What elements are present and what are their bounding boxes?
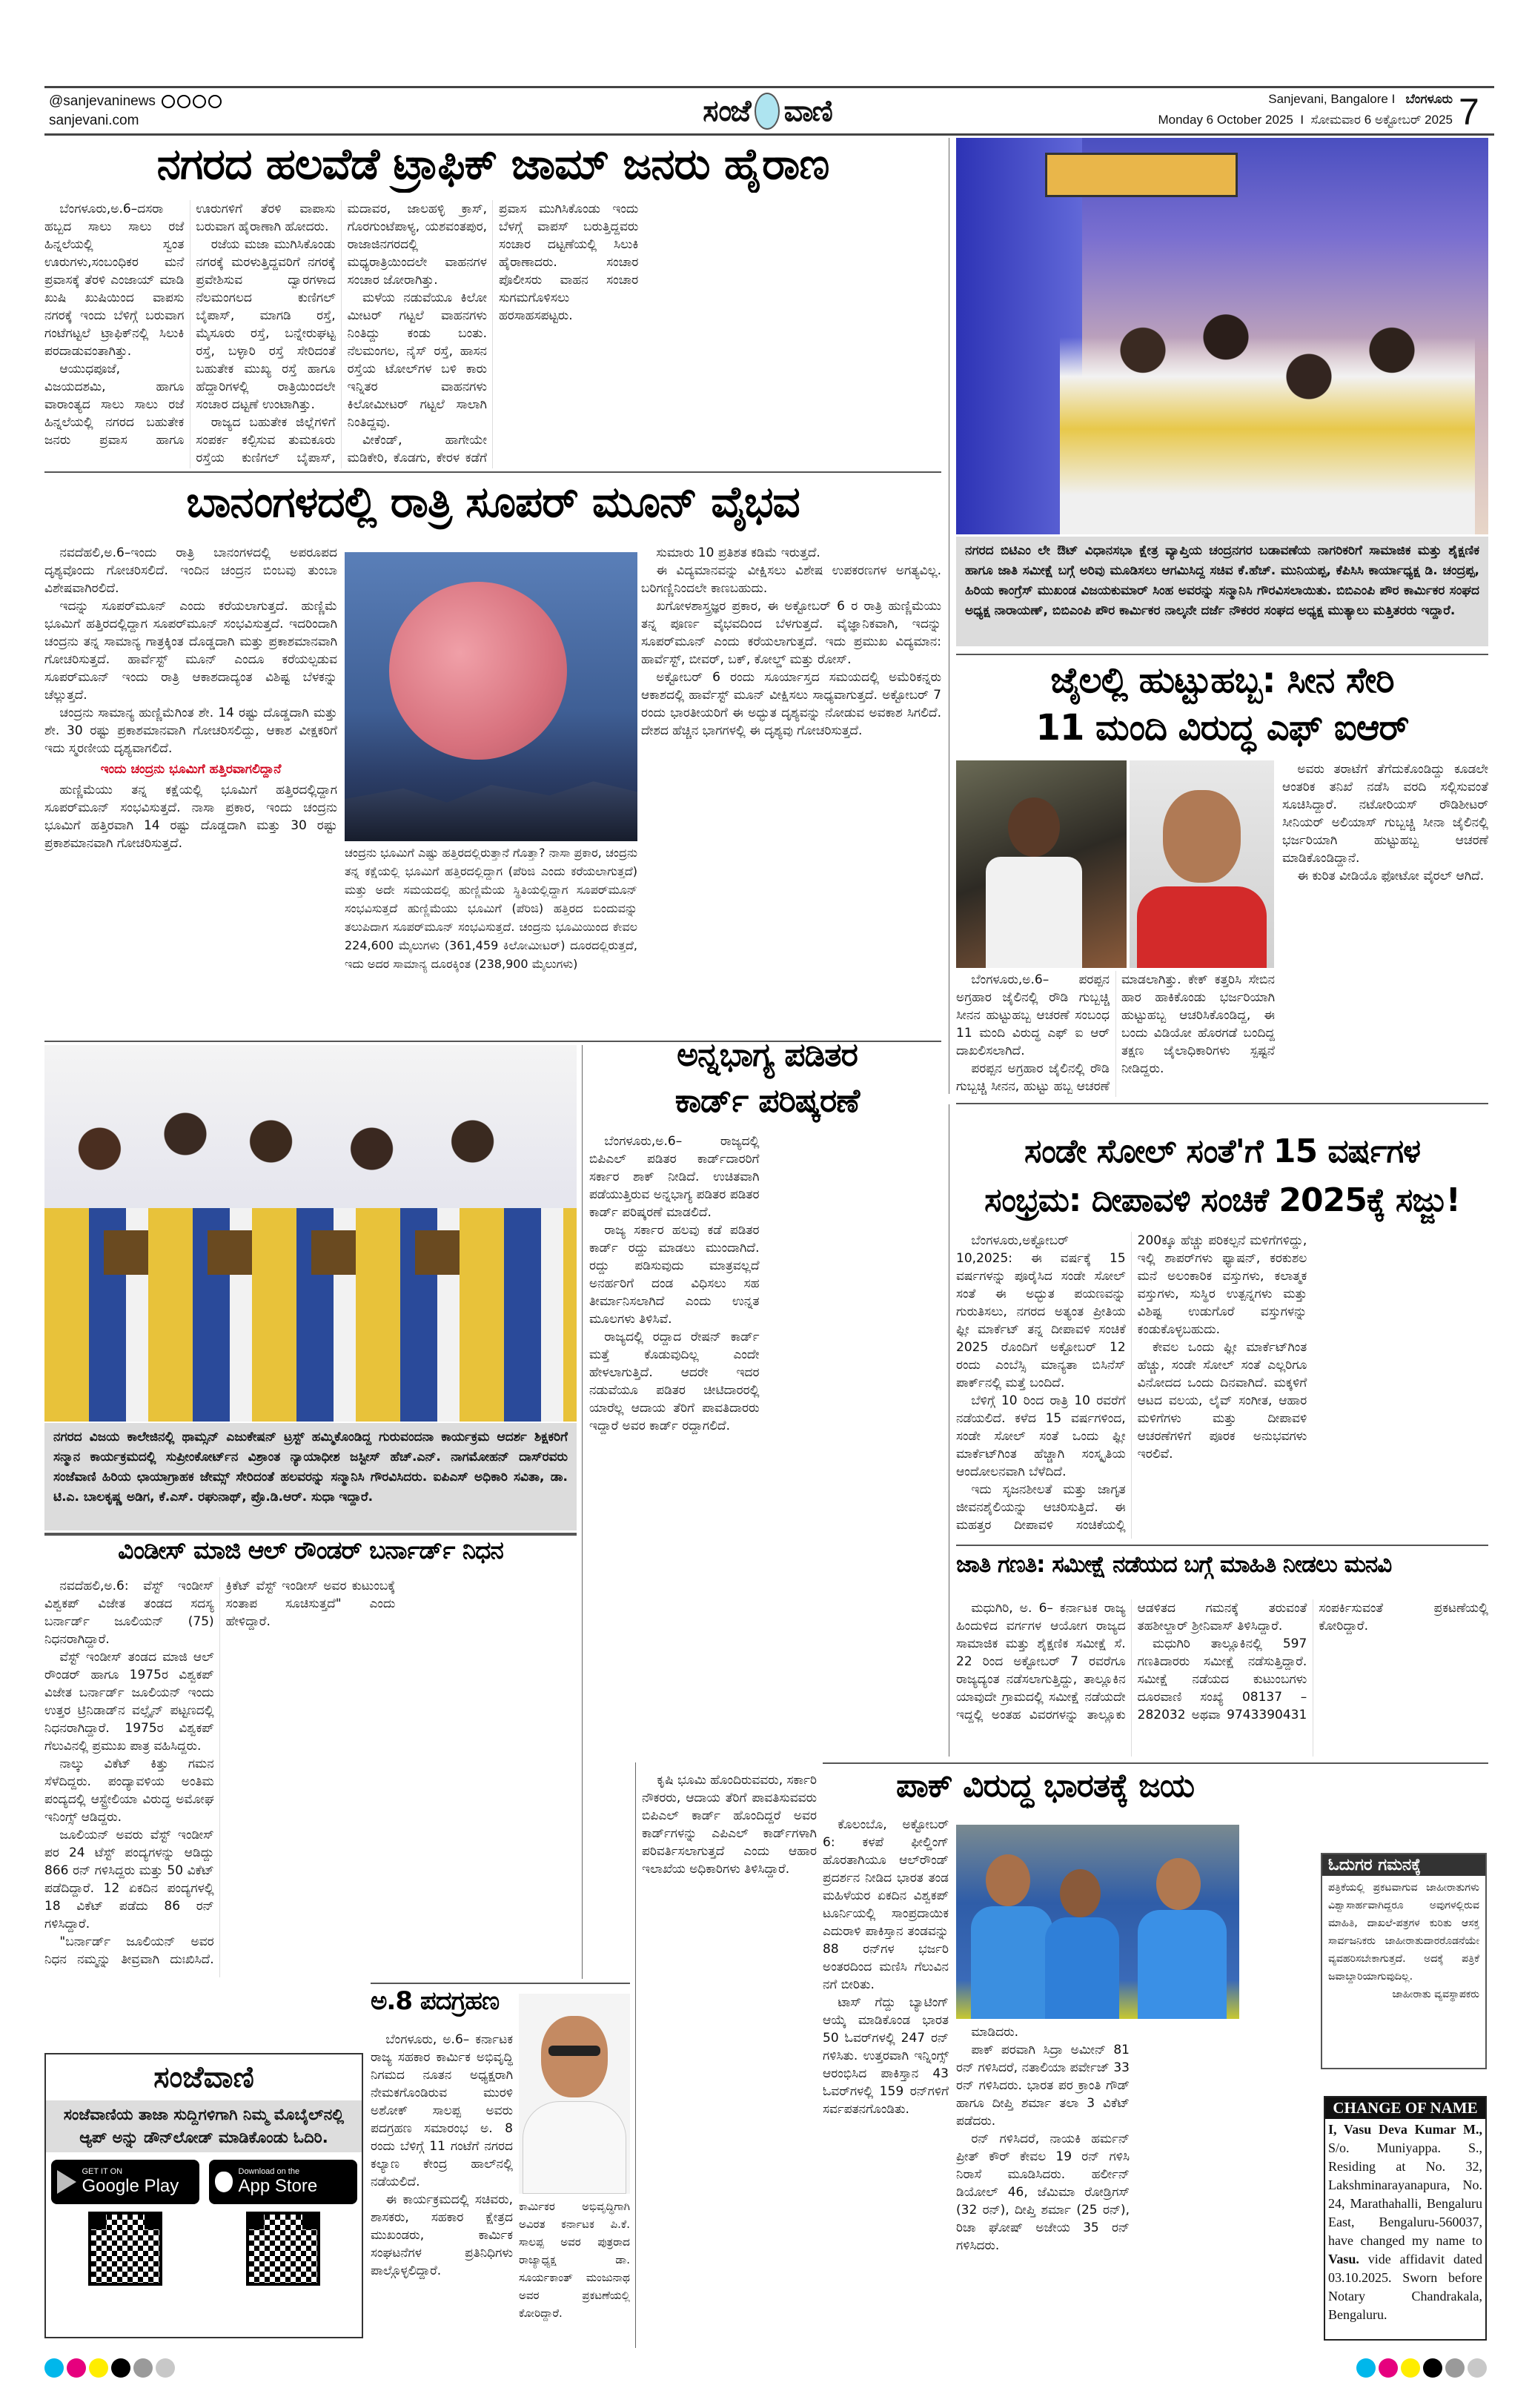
felicitation-photo — [956, 138, 1488, 534]
article-paragraph: ಬೆಂಗಳೂರು, ಅ.6– ಕರ್ನಾಟಕ ರಾಜ್ಯ ಸಹಕಾರ ಕಾರ್ಮಿಕ ಅಭಿವೃದ್ಧಿ ನಿಗಮದ ನೂತನ ಅಧ್ಯಕ್ಷರಾಗಿ ನೇಮಕಗೊಂಡಿರುವ ಮುರಳಿ ಅಶೋಕ್ ಸಾಲಪ್ಪ ಅವರು ಪದಗ್ರಹಣ ಸಮಾರಂಭ ಅ. 8 ರಂದು ಬೆಳಿಗ್ಗೆ 11 ಗಂಟೆಗೆ ನಗರದ ಕಲ್ಯಾಣ ಕೇಂದ್ರ ಹಾಲ್‌ನಲ್ಲಿ ನಡೆಯಲಿದೆ. — [371, 2032, 513, 2189]
article-paragraph: ಅವರು ತರಾಟೆಗೆ ತೆಗೆದುಕೊಂಡಿದ್ದು ಕೂಡಲೇ ಆಂತರಿಕ ತನಿಖೆ ನಡೆಸಿ ವರದಿ ಸಲ್ಲಿಸುವಂತೆ ಸೂಚಿಸಿದ್ದಾರೆ. ನಟೋರಿಯಸ್ ರೌಡಿಶೀಟರ್ ಸೀನಿಯರ್ ಅಲಿಯಾಸ್ ಗುಬ್ಬಚ್ಚಿ ಸೀನಾ ಜೈಲಿನಲ್ಲಿ ಭರ್ಜರಿಯಾಗಿ ಹುಟ್ಟುಹಬ್ಬ ಆಚರಣೆ ಮಾಡಿಕೊಂಡಿದ್ದಾನೆ. — [1282, 762, 1488, 866]
masthead-logo: ಸಂಜೆ ವಾಣಿ — [703, 94, 832, 128]
registration-dot — [1379, 2358, 1398, 2378]
apple-icon — [215, 2172, 233, 2192]
article-paragraph: ಇದು ಸೃಜನಶೀಲತೆ ಮತ್ತು ಜಾಗೃತ ಜೀವನಶೈಲಿಯನ್ನು ಆಚರಿಸುತ್ತಿದೆ. ಈ ಮಹತ್ತರ ದೀಪಾವಳಿ ಸಂಚಿಕೆಯಲ್ಲಿ 200ಕ್ಕೂ ಹೆಚ್ಚು ಪರಿಕಲ್ಪನೆ ಮಳಿಗೆಗಳಿದ್ದು, ಇಲ್ಲಿ ಶಾಪರ್‌ಗಳು ಫ್ಯಾಷನ್, ಕರಕುಶಲ ಮನೆ ಅಲಂಕಾರಿಕ ವಸ್ತುಗಳು, ಕಲಾತ್ಮಕ ವಸ್ತುಗಳು, ಸುಸ್ಥಿರ ಉತ್ಪನ್ನಗಳು ಮತ್ತು ವಿಶಿಷ್ಟ ಉಡುಗೊರೆ ವಸ್ತುಗಳನ್ನು ಕಂಡುಕೊಳ್ಳಬಹುದು. — [956, 1233, 1307, 1533]
annabhagya-article-body — [589, 1132, 941, 1755]
website-link[interactable]: sanjevani.com — [49, 113, 139, 128]
app-store-label: App Store — [238, 2176, 318, 2196]
article-paragraph: ಪಾಕ್ ಪರವಾಗಿ ಸಿದ್ರಾ ಅಮೀನ್ 81 ರನ್ ಗಳಿಸಿದರೆ, ನತಾಲಿಯಾ ಪರ್ವೇಜ್ 33 ರನ್ ಗಳಿಸಿದರು. ಭಾರತ ಪರ ಕ್ರಾಂತಿ ಗೌಡ್ ಹಾಗೂ ದೀಪ್ತಿ ಶರ್ಮಾ ತಲಾ 3 ವಿಕೆಟ್ ಪಡೆದರು. — [956, 2043, 1130, 2129]
applicant-name: I, Vasu Deva Kumar M., — [1328, 2122, 1482, 2137]
registration-dot — [89, 2358, 108, 2378]
traffic-headline: ನಗರದ ಹಲವೆಡೆ ಟ್ರಾಫಿಕ್ ಜಾಮ್ ಜನರು ಹೈರಾಣ — [156, 141, 829, 189]
app-store-button[interactable] — [209, 2160, 357, 2204]
felicitation-photo-caption: ನಗರದ ಬಿಟಿಎಂ ಲೇ ಔಟ್ ವಿಧಾನಸಭಾ ಕ್ಷೇತ್ರ ವ್ಯಾಪ್ತಿಯ ಚಂದ್ರನಗರ ಬಡಾವಣೆಯ ನಾಗರಿಕರಿಗೆ ಸಾಮಾಜಿಕ ಮತ್ತು ಶೈಕ್ಷಣಿಕ ಹಾಗೂ ಜಾತಿ ಸಮೀಕ್ಷೆ ಬಗ್ಗೆ ಅರಿವು ಮೂಡಿಸಲು ಆಗಮಿಸಿದ್ದ ಸಚಿವ ಕೆ.ಹೆಚ್. ಮುನಿಯಪ್ಪ, ಕೆಪಿಸಿಸಿ ಕಾರ್ಯಾಧ್ಯಕ್ಷ ಡಿ. ಚಂದ್ರಪ್ಪ, ಹಿರಿಯ ಕಾಂಗ್ರೆಸ್ ಮುಖಂಡ ವಿಜಯಕುಮಾರ್ ಸಿಂಹ ಅವರನ್ನು ಸನ್ಮಾನಿಸಿ ಗೌರವಿಸಲಾಯಿತು. ಬಿಬಿಎಂಪಿ ಪೌರ ಕಾರ್ಮಿಕರ ಸಂಘದ ಅಧ್ಯಕ್ಷ ನಾರಾಯಣ್, ಬಿಬಿಎಂಪಿ ಪೌರ ಕಾರ್ಮಿಕರ ನಾಲ್ಕನೇ ದರ್ಜೆ ನೌಕರರ ಸಂಘದ ಅಧ್ಯಕ್ಷ ಮುತ್ಯಾಲು ಮತ್ತಿತರರು ಇದ್ದಾರೆ. — [956, 537, 1488, 646]
registration-dot — [1445, 2358, 1465, 2378]
registration-dot — [67, 2358, 86, 2378]
article-paragraph: ಅಕ್ಟೋಬರ್ 6 ರಂದು ಸೂರ್ಯಾಸ್ತದ ಸಮಯದಲ್ಲಿ ಅಮೆರಿಕನ್ನರು ಆಕಾಶದಲ್ಲಿ ಹಾರ್ವೆಸ್ಟ್ ಮೂನ್ ವೀಕ್ಷಿಸಲು ಸಾಧ್ಯವಾಗುತ್ತದೆ. ಅಕ್ಟೋಬರ್ 7 ರಂದು ಭಾರತೀಯರಿಗೆ ಈ ಅದ್ಭುತ ದೃಶ್ಯವನ್ನು ನೋಡುವ ಅವಕಾಶ ಸಿಗಲಿದೆ. ದೇಶದ ಹೆಚ್ಚಿನ ಭಾಗಗಳಲ್ಲಿ ಈ ದೃಶ್ಯವು ಗೋಚರಿಸುತ್ತದೆ. — [641, 670, 941, 738]
windies-article-body — [44, 1577, 577, 1977]
article-paragraph: ಈ ಕಾರ್ಯಕ್ರಮದಲ್ಲಿ ಸಚಿವರು, ಶಾಸಕರು, ಸಹಕಾರ ಕ್ಷೇತ್ರದ ಮುಖಂಡರು, ಕಾರ್ಮಿಕ ಸಂಘಟನೆಗಳ ಪ್ರತಿನಿಧಿಗಳು ಪಾಲ್ಗೊಳ್ಳಲಿದ್ದಾರೆ. — [371, 2192, 513, 2278]
sunday-soul-headline-line1: ಸಂಡೇ ಸೋಲ್ ಸಂತೆ'ಗೆ 15 ವರ್ಷಗಳ — [1024, 1134, 1421, 1170]
article-paragraph: ಖಗೋಳಶಾಸ್ತ್ರಜ್ಞರ ಪ್ರಕಾರ, ಈ ಅಕ್ಟೋಬರ್ 6 ರ ರಾತ್ರಿ ಹುಣ್ಣಿಮೆಯು ತನ್ನ ಪೂರ್ಣ ವೈಭವದಿಂದ ಬೆಳಗುತ್ತದೆ. ವೈಜ್ಞಾನಿಕವಾಗಿ, ಇದನ್ನು ಸೂಪರ್‌ಮೂನ್ ಎಂದು ಕರೆಯಲಾಗುತ್ತದೆ. ಇದು ಪ್ರಮುಖ ವಿದ್ಯಮಾನ: ಹಾರ್ವೆಸ್ಟ್, ಬೀವರ್, ಬಕ್, ಕೋಲ್ಡ್ ಮತ್ತು ರೋಸ್. — [641, 599, 941, 667]
change-of-name-affidavit: vide affidavit dated 03.10.2025. Sworn before Notary Chandrakala, Bengaluru. — [1328, 2252, 1482, 2322]
registration-marks-left — [44, 2358, 178, 2381]
registration-marks-right — [1356, 2358, 1490, 2381]
article-paragraph: ಸುಮಾರು 10 ಪ್ರತಿಶತ ಕಡಿಮೆ ಇರುತ್ತದೆ. — [656, 545, 820, 560]
article-paragraph: ನವದೆಹಲಿ,ಅ.6: ವೆಸ್ಟ್ ಇಂಡೀಸ್ ವಿಶ್ವಕಪ್ ವಿಜೇತ ತಂಡದ ಸದಸ್ಯ ಬರ್ನಾರ್ಡ್ ಜೂಲಿಯನ್ (75) ನಿಧನರಾಗಿದ್ದಾರೆ. — [44, 1579, 214, 1647]
app-store-small-label: Download on the — [238, 2167, 300, 2176]
pak-article-continued — [956, 2023, 1315, 2338]
social-handle[interactable]: @sanjevaninews — [49, 93, 156, 109]
registration-dot — [1423, 2358, 1442, 2378]
divider — [956, 1545, 1488, 1546]
jail-headline-line2: 11 ಮಂದಿ ವಿರುದ್ಧ ಎಫ್ ಐಆರ್ — [1035, 709, 1409, 749]
supermoon-image — [345, 552, 637, 841]
column-divider — [582, 1045, 583, 1979]
app-download-ad — [44, 2053, 363, 2338]
article-paragraph: ಮಾಡಿದರು. — [971, 2025, 1019, 2040]
padagrahana-person-photo — [519, 1994, 630, 2194]
divider — [956, 654, 1488, 655]
registration-dot — [1401, 2358, 1420, 2378]
divider — [44, 1533, 577, 1536]
divider — [956, 1103, 1488, 1104]
google-play-button[interactable] — [51, 2160, 199, 2204]
sunday-soul-headline-line2: ಸಂಭ್ರಮ: ದೀಪಾವಳಿ ಸಂಚಿಕೆ 2025ಕ್ಕೆ ಸಜ್ಜು! — [984, 1183, 1460, 1219]
article-paragraph: "ಬರ್ನಾರ್ಡ್ ಜೂಲಿಯನ್ ಅವರ ನಿಧನ ನಮ್ಮನ್ನು ತೀವ್ರವಾಗಿ ದುಃಖಿಸಿದೆ. ಕ್ರಿಕೆಟ್ ವೆಸ್ಟ್ ಇಂಡೀಸ್ ಅವರ ಕುಟುಂಬಕ್ಕೆ ಸಂತಾಪ ಸೂಚಿಸುತ್ತದೆ" ಎಂದು ಹೇಳಿದ್ದಾರೆ. — [44, 1579, 396, 1967]
supermoon-article-body — [44, 544, 337, 1036]
registration-dot — [1356, 2358, 1376, 2378]
change-of-name-ad — [1324, 2096, 1487, 2341]
traffic-article-body — [44, 200, 941, 468]
pak-headline: ಪಾಕ್ ವಿರುದ್ಧ ಭಾರತಕ್ಕೆ ಜಯ — [896, 1768, 1194, 1805]
divider — [823, 1762, 1488, 1764]
accused-portrait-photo — [1130, 760, 1274, 968]
jail-headline-line1: ಜೈಲಲ್ಲಿ ಹುಟ್ಟುಹಬ್ಬ: ಸೀನ ಸೇರಿ — [1050, 661, 1394, 701]
article-paragraph: ಇದನ್ನು ಸೂಪರ್‌ಮೂನ್ ಎಂದು ಕರೆಯಲಾಗುತ್ತದೆ. ಹುಣ್ಣಿಮೆ ಭೂಮಿಗೆ ಹತ್ತಿರದಲ್ಲಿದ್ದಾಗ ಸೂಪರ್‌ಮೂನ್ ಸಂಭವಿಸುತ್ತದೆ. ಇದರಿಂದಾಗಿ ಚಂದ್ರನು ತನ್ನ ಸಾಮಾನ್ಯ ಗಾತ್ರಕ್ಕಿಂತ ದೊಡ್ಡದಾಗಿ ಮತ್ತು ಪ್ರಕಾಶಮಾನವಾಗಿ ಗೋಚರಿಸುತ್ತದೆ. ಹಾರ್ವೆಸ್ಟ್ ಮೂನ್ ಎಂದೂ ಕರೆಯಲ್ಪಡುವ ಸೂಪರ್‌ಮೂನ್ ಇಂದು ರಾತ್ರಿ ಆಕಾಶದಾದ್ಯಂತ ವಿಶಿಷ್ಟ ಬೆಳಕನ್ನು ಚೆಲ್ಲುತ್ತದೆ. — [44, 599, 337, 703]
header-top-rule — [44, 86, 1494, 88]
article-paragraph: ಬೆಂಗಳೂರು,ಅ.6–ದಸರಾ ಹಬ್ಬದ ಸಾಲು ಸಾಲು ರಜೆ ಹಿನ್ನಲೆಯಲ್ಲಿ ಸ್ವಂತ ಊರುಗಳು,ಸಂಬಂಧಿಕರ ಮನೆ ಪ್ರವಾಸಕ್ಕೆ ತೆರಳಿ ಎಂಜಾಯ್ ಮಾಡಿ ಖುಷಿ ಖುಷಿಯಿಂದ ವಾಪಸು ನಗರಕ್ಕೆ ಇಂದು ಬೆಳಿಗ್ಗೆ ಬರುವಾಗ ಗಂಟೆಗಟ್ಟಲೆ ಟ್ರಾಫಿಕ್‌ನಲ್ಲಿ ಸಿಲುಕಿ ಪರದಾಡುವಂತಾಗಿತ್ತು. — [44, 202, 185, 359]
teachers-photo-caption: ನಗರದ ವಿಜಯ ಕಾಲೇಜಿನಲ್ಲಿ ಥಾಮ್ಸನ್ ಎಜುಕೇಷನ್ ಟ್ರಸ್ಟ್ ಹಮ್ಮಿಕೊಂಡಿದ್ದ ಗುರುವಂದನಾ ಕಾರ್ಯಕ್ರಮ ಆದರ್ಶ ಶಿಕ್ಷಕರಿಗೆ ಸನ್ಮಾನ ಕಾರ್ಯಕ್ರಮದಲ್ಲಿ ಸುಪ್ರೀಂಕೋರ್ಟ್‌ನ ವಿಶ್ರಾಂತ ನ್ಯಾಯಾಧೀಶ ಜಸ್ಟೀಸ್ ಹೆಚ್.ಎನ್. ನಾಗಮೋಹನ್ ದಾಸ್‌ರವರು ಸಂಜೆವಾಣಿ ಹಿರಿಯ ಛಾಯಾಗ್ರಾಹಕ ಜೇಮ್ಸ್ ಸೇರಿದಂತೆ ಹಲವರನ್ನು ಸನ್ಮಾನಿಸಿ ಗೌರವಿಸಿದರು. ಐಪಿಎಸ್ ಅಧಿಕಾರಿ ಸವಿತಾ, ಡಾ. ಟಿ.ಎ. ಬಾಲಕೃಷ್ಣ ಅಡಿಗ, ಕೆ.ಎಸ್. ರಘುನಾಥ್, ಪ್ರೊ.ಡಿ.ಆರ್. ಸುಧಾ ಇದ್ದಾರೆ. — [44, 1423, 577, 1530]
jail-article-body — [956, 971, 1275, 1097]
supermoon-image-caption: ಚಂದ್ರನು ಭೂಮಿಗೆ ಎಷ್ಟು ಹತ್ತಿರದಲ್ಲಿರುತ್ತಾನೆ ಗೊತ್ತಾ? ನಾಸಾ ಪ್ರಕಾರ, ಚಂದ್ರನು ತನ್ನ ಕಕ್ಷೆಯಲ್ಲಿ ಭೂಮಿಗೆ ಹತ್ತಿರದಲ್ಲಿದ್ದಾಗ (ಪೆರಿಜಿ ಎಂದು ಕರೆಯಲಾಗುತ್ತದೆ) ಮತ್ತು ಅದೇ ಸಮಯದಲ್ಲಿ ಹುಣ್ಣಿಮೆಯ ಸ್ಥಿತಿಯಲ್ಲಿದ್ದಾಗ ಸೂಪರ್‌ಮೂನ್ ಸಂಭವಿಸುತ್ತದೆ ಹುಣ್ಣಿಮೆಯು ಭೂಮಿಗೆ (ಪೆರಿಜಿ) ಹತ್ತಿರದ ಬಿಂದುವನ್ನು ತಲುಪಿದಾಗ ಸೂಪರ್‌ಮೂನ್ ಸಂಭವಿಸುತ್ತದೆ. ಚಂದ್ರನು ಭೂಮಿಯಿಂದ ಕೇವಲ 224,600 ಮೈಲುಗಳು (361,459 ಕಿಲೋಮೀಟರ್) ದೂರದಲ್ಲಿರುತ್ತದೆ, ಇದು ಅದರ ಸಾಮಾನ್ಯ ದೂರಕ್ಕಿಂತ (238,900 ಮೈಲುಗಳು) — [345, 846, 637, 971]
header-bottom-rule — [44, 133, 1494, 136]
article-paragraph: ಚಂದ್ರನು ಸಾಮಾನ್ಯ ಹುಣ್ಣಿಮೆಗಿಂತ ಶೇ. 14 ರಷ್ಟು ದೊಡ್ಡದಾಗಿ ಮತ್ತು ಶೇ. 30 ರಷ್ಟು ಪ್ರಕಾಶಮಾನವಾಗಿ ಗೋಚರಿಸಲಿದ್ದು, ಆಕಾಶ ವೀಕ್ಷಕರಿಗೆ ಇದು ಸ್ಮರಣೀಯ ದೃಶ್ಯವಾಗಲಿದೆ. — [44, 706, 337, 756]
article-paragraph: ಹುಣ್ಣಿಮೆಯು ತನ್ನ ಕಕ್ಷೆಯಲ್ಲಿ ಭೂಮಿಗೆ ಹತ್ತಿರದಲ್ಲಿದ್ದಾಗ ಸೂಪರ್‌ಮೂನ್ ಸಂಭವಿಸುತ್ತದೆ. ನಾಸಾ ಪ್ರಕಾರ, ಇಂದು ಚಂದ್ರನು ಭೂಮಿಗೆ ಹತ್ತಿರವಾಗಿ 14 ರಷ್ಟು ದೊಡ್ಡದಾಗಿ ಮತ್ತು 30 ರಷ್ಟು ಪ್ರಕಾಶಮಾನವಾಗಿ ಗೋಚರಿಸುತ್ತದೆ. — [44, 783, 337, 851]
article-paragraph: ಬೆಂಗಳೂರು,ಅಕ್ಟೋಬರ್ 10,2025: ಈ ವರ್ಷಕ್ಕೆ 15 ವರ್ಷಗಳನ್ನು ಪೂರೈಸಿದ ಸಂಡೇ ಸೋಲ್ ಸಂತೆ ಈ ಅದ್ಭುತ ಪಯಣವನ್ನು ಗುರುತಿಸಲು, ನಗರದ ಅತ್ಯಂತ ಪ್ರೀತಿಯ ಫ್ಲೀ ಮಾರ್ಕೆಟ್ ತನ್ನ ದೀಪಾವಳಿ ಸಂಚಿಕೆ 2025 ರೊಂದಿಗೆ ಅಕ್ಟೋಬರ್ 12 ರಂದು ಎಂಬೆಸ್ಸಿ ಮಾನ್ಯತಾ ಬಿಸಿನೆಸ್ ಪಾರ್ಕ್‌ನಲ್ಲಿ ಮತ್ತೆ ಬಂದಿದೆ. — [956, 1233, 1126, 1390]
article-paragraph: ಈ ವಿದ್ಯಮಾನವನ್ನು ವೀಕ್ಷಿಸಲು ವಿಶೇಷ ಉಪಕರಣಗಳ ಅಗತ್ಯವಿಲ್ಲ. ಬರಿಗಣ್ಣಿನಿಂದಲೇ ಕಾಣಬಹುದು. — [641, 563, 941, 596]
registration-dot — [1468, 2358, 1487, 2378]
article-paragraph: ವೆಸ್ಟ್ ಇಂಡೀಸ್ ತಂಡದ ಮಾಜಿ ಆಲ್ ರೌಂಡರ್ ಹಾಗೂ 1975ರ ವಿಶ್ವಕಪ್ ವಿಜೇತ ಬರ್ನಾರ್ಡ್ ಜೂಲಿಯನ್ ಇಂದು ಉತ್ತರ ಟ್ರಿನಿಡಾಡ್‌ನ ವಲ್ಸೈನ್ ಪಟ್ಟಣದಲ್ಲಿ ನಿಧನರಾಗಿದ್ದಾರೆ. 1975ರ ವಿಶ್ವಕಪ್ ಗೆಲುವಿನಲ್ಲಿ ಪ್ರಮುಖ ಪಾತ್ರ ವಹಿಸಿದ್ದರು. — [44, 1650, 214, 1754]
column-divider — [635, 1762, 636, 2348]
readers-notice-title: ಓದುಗರ ಗಮನಕ್ಕೆ — [1322, 1854, 1485, 1876]
registration-dot — [111, 2358, 130, 2378]
article-paragraph: ಬೆಂಗಳೂರು,ಅ.6– ರಾಜ್ಯದಲ್ಲಿ ಬಿಪಿಎಲ್ ಪಡಿತರ ಕಾರ್ಡ್‌ದಾರರಿಗೆ ಸರ್ಕಾರ ಶಾಕ್ ನೀಡಿದೆ. ಉಚಿತವಾಗಿ ಪಡೆಯುತ್ತಿರುವ ಅನ್ನಭಾಗ್ಯ ಪಡಿತರ ಪಡಿತರ ಕಾರ್ಡ್ ಪರಿಷ್ಕರಣೆ ಮಾಡಲಿದೆ. — [589, 1134, 760, 1220]
annabhagya-headline-line2: ಕಾರ್ಡ್ ಪರಿಷ್ಕರಣೆ — [674, 1084, 860, 1120]
article-paragraph: ಕೇವಲ ಒಂದು ಫ್ಲೀ ಮಾರ್ಕೆಟ್‌ಗಿಂತ ಹೆಚ್ಚು, ಸಂಡೇ ಸೋಲ್ ಸಂತೆ ಎಲ್ಲರಿಗೂ ವಿನೋದದ ಒಂದು ದಿನವಾಗಿದೆ. ಮಕ್ಕಳಿಗೆ ಆಟದ ವಲಯ, ಲೈವ್ ಸಂಗೀತ, ಆಹಾರ ಮಳಿಗೆಗಳು ಮತ್ತು ದೀಪಾವಳಿ ಆಚರಣೆಗಳಿಗೆ ಪೂರಕ ಅನುಭವಗಳು ಇರಲಿವೆ. — [1137, 1340, 1307, 1462]
article-paragraph: ರನ್ ಗಳಿಸಿದರೆ, ನಾಯಕಿ ಹರ್ಮನ್ ಪ್ರೀತ್ ಕೌರ್ ಕೇವಲ 19 ರನ್ ಗಳಿಸಿ ನಿರಾಸೆ ಮೂಡಿಸಿದರು. ಹರ್ಲೀನ್ ಡಿಯೋಲ್ 46, ಜೆಮಿಮಾ ರೋಡ್ರಿಗಸ್ (32 ರನ್), ದೀಪ್ತಿ ಶರ್ಮಾ (25 ರನ್), ರಿಚಾ ಘೋಷ್ ಅಜೇಯ 35 ರನ್ ಗಳಿಸಿದರು. — [956, 2132, 1130, 2253]
article-paragraph: ನವದೆಹಲಿ,ಅ.6–ಇಂದು ರಾತ್ರಿ ಬಾನಂಗಳದಲ್ಲಿ ಅಪರೂಪದ ದೃಶ್ಯವೊಂದು ಗೋಚರಿಸಲಿದೆ. ಇಂದಿನ ಚಂದ್ರನ ಬಿಂಬವು ತುಂಬಾ ವಿಶೇಷವಾಗಿರಲಿದೆ. — [44, 545, 337, 596]
moon-icon — [389, 582, 567, 760]
article-paragraph: ಮಧುಗಿರಿ, ಅ. 6– ಕರ್ನಾಟಕ ರಾಜ್ಯ ಹಿಂದುಳಿದ ವರ್ಗಗಳ ಆಯೋಗ ರಾಜ್ಯದ ಸಾಮಾಜಿಕ ಮತ್ತು ಶೈಕ್ಷಣಿಕ ಸಮೀಕ್ಷೆ ಸೆ. 22 ರಿಂದ ಅಕ್ಟೋಬರ್ 7 ರವರೆಗೂ ರಾಜ್ಯದ್ಯಂತ ನಡೆಸಲಾಗುತ್ತಿದ್ದು, ತಾಲ್ಲೂಕಿನ ಯಾವುದೇ ಗ್ರಾಮದಲ್ಲಿ ಸಮೀಕ್ಷೆ ನಡೆಯದೇ ಇದ್ದಲ್ಲಿ ಅಂತಹ ವಿವರಗಳನ್ನು ತಾಲ್ಲೂಕು ಆಡಳಿತದ ಗಮನಕ್ಕೆ ತರುವಂತೆ ತಹಶೀಲ್ದಾರ್ ಶ್ರೀನಿವಾಸ್ ತಿಳಿಸಿದ್ದಾರೆ. — [956, 1601, 1307, 1722]
article-paragraph: ರಾಜ್ಯ ಸರ್ಕಾರ ಹಲವು ಕಡೆ ಪಡಿತರ ಕಾರ್ಡ್ ರದ್ದು ಮಾಡಲು ಮುಂದಾಗಿದೆ. ರದ್ದು ಪಡಿಸುವುದು ಮಾತ್ರವಲ್ಲದೆ ಅನರ್ಹರಿಗೆ ದಂಡ ವಿಧಿಸಲು ಸಹ ತೀರ್ಮಾನಿಸಲಾಗಿದೆ ಎಂದು ಉನ್ನತ ಮೂಲಗಳು ತಿಳಿಸಿವೆ. — [589, 1223, 760, 1327]
city-kannada: ಬೆಂಗಳೂರು — [1405, 92, 1453, 106]
article-paragraph: ಕೃಷಿ ಭೂಮಿ ಹೊಂದಿರುವವರು, ಸರ್ಕಾರಿ ನೌಕರರು, ಆದಾಯ ತೆರಿಗೆ ಪಾವತಿಸುವವರು ಬಿಪಿಎಲ್ ಕಾರ್ಡ್ ಹೊಂದಿದ್ದರೆ ಅವರ ಕಾರ್ಡ್‌ಗಳನ್ನು ಎಪಿಎಲ್ ಕಾರ್ಡ್‌ಗಳಾಗಿ ಪರಿವರ್ತಿಸಲಾಗುತ್ತದೆ ಎಂದು ಆಹಾರ ಇಲಾಖೆಯ ಅಧಿಕಾರಿಗಳು ತಿಳಿಸಿದ್ದಾರೆ. — [642, 1773, 817, 1877]
article-paragraph: ರಾಜ್ಯದಲ್ಲಿ ರದ್ದಾದ ರೇಷನ್ ಕಾರ್ಡ್ ಮತ್ತೆ ಕೊಡುವುದಿಲ್ಲ ಎಂದೇ ಹೇಳಲಾಗುತ್ತಿದೆ. ಆದರೇ ಇದರ ನಡುವೆಯೂ ಪಡಿತರ ಚೀಟಿದಾರರಲ್ಲಿ ಯಾರೆಲ್ಲ ಆದಾಯ ತೆರಿಗೆ ಪಾವತಿದಾರರು ಇದ್ದಾರೆ ಅವರ ಕಾರ್ಡ್ ರದ್ದಾಗಲಿದೆ. — [589, 1330, 760, 1433]
date-english: Monday 6 October 2025 — [1158, 113, 1293, 127]
article-paragraph: ಪರಪ್ಪನ ಅಗ್ರಹಾರ ಜೈಲಿನಲ್ಲಿ ರೌಡಿ ಗುಬ್ಬಚ್ಚಿ ಸೀನನ, ಹುಟ್ಟು ಹಬ್ಬ ಆಚರಣೆ ಮಾಡಲಾಗಿತ್ತು. ಕೇಕ್ ಕತ್ತರಿಸಿ ಸೇಬಿನ ಹಾರ ಹಾಕಿಕೊಂಡು ಭರ್ಜರಿಯಾಗಿ ಹುಟ್ಟುಹಬ್ಬ ಆಚರಿಸಿಕೊಂಡಿದ್ದ, ಈ ಬಂದು ವಿಡಿಯೋ ಹೊರಗಡೆ ಬಂದಿದ್ದ ತಕ್ಷಣ ಜೈಲಾಧಿಕಾರಿಗಳು ಸ್ಪಷ್ಟನೆ ನೀಡಿದ್ದರು. — [956, 972, 1275, 1094]
article-paragraph: ಟಾಸ್ ಗೆದ್ದು ಬ್ಯಾಟಿಂಗ್ ಆಯ್ಕೆ ಮಾಡಿಕೊಂಡ ಭಾರತ 50 ಓವರ್‌ಗಳಲ್ಲಿ 247 ರನ್ ಗಳಿಸಿತು. ಉತ್ತರವಾಗಿ ಇನ್ನಿಂಗ್ಸ್ ಆರಂಭಿಸಿದ ಪಾಕಿಸ್ತಾನ 43 ಓವರ್‌ಗಳಲ್ಲಿ 159 ರನ್‌ಗಳಿಗೆ ಸರ್ವಪತನಗೊಂಡಿತು. — [823, 1995, 949, 2117]
annabhagya-headline-line1: ಅನ್ನಭಾಗ್ಯ ಪಡಿತರ — [677, 1038, 858, 1074]
jati-ganati-headline: ಜಾತಿ ಗಣತಿ: ಸಮೀಕ್ಷೆ ನಡೆಯದ ಬಗ್ಗೆ ಮಾಹಿತಿ ನೀಡಲು ಮನವಿ — [956, 1552, 1392, 1578]
windies-headline: ವಿಂಡೀಸ್ ಮಾಜಿ ಆಲ್ ರೌಂಡರ್ ಬರ್ನಾರ್ಡ್ ನಿಧನ — [118, 1537, 503, 1565]
edition-name: Sanjevani, Bangalore I — [1268, 92, 1396, 106]
ad-logo: ಸಂಜೆವಾಣಿ — [153, 2060, 254, 2094]
change-of-name-title: CHANGE OF NAME — [1325, 2097, 1485, 2119]
google-play-qr-code[interactable] — [88, 2212, 162, 2286]
edition-info — [1067, 92, 1453, 127]
article-paragraph: ಈ ಕುರಿತ ವೀಡಿಯೊ ಫೋಟೋ ವೈರಲ್ ಆಗಿದೆ. — [1297, 869, 1485, 883]
article-paragraph: ವೀಕೆಂಡ್, ಹಾಗೇಯೇ ಮಡಿಕೇರಿ, ಕೊಡಗು, ಕೇರಳ ಕಡೆಗೆ ಪ್ರವಾಸ ಮುಗಿಸಿಕೊಂಡು ಇಂದು ಬೆಳಗ್ಗೆ ವಾಪಸ್ ಬರುತ್ತಿದ್ದವರು ಸಂಚಾರ ದಟ್ಟಣೆಯಲ್ಲಿ ಸಿಲುಕಿ ಹೈರಾಣಾದರು. ಸಂಚಾರ ಪೊಲೀಸರು ವಾಹನ ಸಂಚಾರ ಸುಗಮಗೊಳಿಸಲು ಹರಸಾಹಸಪಟ್ಟರು. — [347, 202, 639, 465]
article-paragraph: ರಜೆಯ ಮಜಾ ಮುಗಿಸಿಕೊಂಡು ನಗರಕ್ಕೆ ಮರಳುತ್ತಿದ್ದವರಿಗೆ ನಗರಕ್ಕೆ ಪ್ರವೇಶಿಸುವ ದ್ವಾರಗಳಾದ ನೆಲಮಂಗಲದ ಕುಣಿಗಲ್ ಬೈಪಾಸ್, ಮಾಗಡಿ ರಸ್ತೆ, ಮೈಸೂರು ರಸ್ತೆ, ಬನ್ನೇರುಘಟ್ಟ ರಸ್ತೆ, ಬಳ್ಳಾರಿ ರಸ್ತೆ ಸೇರಿದಂತೆ ಬಹುತೇಕ ಮುಖ್ಯ ರಸ್ತೆ ಹಾಗೂ ಹೆದ್ದಾರಿಗಳಲ್ಲಿ ರಾತ್ರಿಯಿಂದಲೇ ಸಂಚಾರ ದಟ್ಟಣೆ ಉಂಟಾಗಿತ್ತು. — [196, 237, 336, 412]
jail-celebration-photo — [956, 760, 1127, 968]
sunday-soul-article-body — [956, 1232, 1488, 1539]
registration-dot — [44, 2358, 64, 2378]
facebook-icon[interactable] — [162, 95, 175, 108]
supermoon-headline: ಬಾನಂಗಳದಲ್ಲಿ ರಾತ್ರಿ ಸೂಪರ್ ಮೂನ್ ವೈಭವ — [186, 479, 800, 527]
social-icons — [159, 93, 222, 109]
article-paragraph: ಬೆಳಿಗ್ಗೆ 10 ರಿಂದ ರಾತ್ರಿ 10 ರವರೆಗೆ ನಡೆಯಲಿದೆ. ಕಳೆದ 15 ವರ್ಷಗಳಿಂದ, ಸಂಡೇ ಸೋಲ್ ಸಂತೆ ಒಂದು ಫ್ಲೀ ಮಾರ್ಕೆಟ್‌ಗಿಂತ ಹೆಚ್ಚಾಗಿ ಸಂಸ್ಕೃತಿಯ ಆಂದೋಲನವಾಗಿ ಬೆಳೆದಿದೆ. — [956, 1393, 1126, 1479]
google-play-small-label: GET IT ON — [82, 2167, 123, 2176]
registration-dot — [133, 2358, 153, 2378]
cricket-team-photo — [956, 1825, 1239, 2019]
article-paragraph: ನಾಲ್ಕು ವಿಕೆಟ್ ಕಿತ್ತು ಗಮನ ಸೆಳೆದಿದ್ದರು. ಪಂದ್ಯಾವಳಿಯ ಅಂತಿಮ ಪಂದ್ಯದಲ್ಲಿ ಆಸ್ಟ್ರೇಲಿಯಾ ವಿರುದ್ಧ ಅಮೋಘ ಇನಿಂಗ್ಸ್ ಆಡಿದ್ದರು. — [44, 1757, 214, 1825]
jati-ganati-article-body — [956, 1599, 1488, 1757]
supermoon-article-continued — [641, 544, 941, 1036]
annabhagya-article-continued — [642, 1771, 817, 2342]
page-number: 7 — [1459, 91, 1479, 133]
new-name: Vasu. — [1328, 2252, 1359, 2266]
ad-message: ಸಂಜೆವಾಣಿಯ ತಾಜಾ ಸುದ್ದಿಗಳಿಗಾಗಿ ನಿಮ್ಮ ಮೊಬೈಲ್‌ನಲ್ಲಿ ಆ್ಯಪ್ ಅನ್ನು ಡೌನ್‌ಲೋಡ್ ಮಾಡಿಕೊಂಡು ಓದಿರಿ. — [46, 2100, 362, 2152]
twitter-icon[interactable] — [208, 95, 222, 108]
pak-article-body — [823, 1816, 949, 2338]
app-store-qr-code[interactable] — [246, 2212, 320, 2286]
jail-article-continued — [1282, 760, 1488, 1097]
date-separator: I — [1300, 113, 1304, 127]
article-paragraph: ಬೆಂಗಳೂರು,ಅ.6– ಪರಪ್ಪನ ಅಗ್ರಹಾರ ಜೈಲಿನಲ್ಲಿ ರೌಡಿ ಗುಬ್ಬಚ್ಚಿ ಸೀನನ ಹುಟ್ಟುಹಬ್ಬ ಆಚರಣೆ ಸಂಬಂಧ 11 ಮಂದಿ ವಿರುದ್ಧ ಎಫ್ ಐ ಆರ್ ದಾಖಲಿಸಲಾಗಿದೆ. — [956, 972, 1110, 1058]
padagrahana-photo-caption: ಕಾರ್ಮಿಕರ ಅಭಿವೃದ್ಧಿಗಾಗಿ ಅವಿರತ ಕರ್ನಾಟಕ ಪಿ.ಕೆ. ಸಾಲಪ್ಪ ಅವರ ಪುತ್ರರಾದ ರಾಜ್ಯಾಧ್ಯಕ್ಷ ಡಾ. ಸೂರ್ಯಕಾಂತ್ ಮಂಜುನಾಥ ಅವರ ಪ್ರಕಟಣೆಯಲ್ಲಿ ಕೋರಿದ್ದಾರೆ. — [519, 2200, 630, 2320]
readers-notice-box — [1321, 1853, 1487, 2069]
article-paragraph: ಆಯುಧಪೂಜೆ, ವಿಜಯದಶಮಿ, ಹಾಗೂ ವಾರಾಂತ್ಯದ ಸಾಲು ಸಾಲು ರಜೆ ಹಿನ್ನಲೆಯಲ್ಲಿ ನಗರದ ಬಹುತೇಕ ಜನರು ಪ್ರವಾಸ ಹಾಗೂ ಊರುಗಳಿಗೆ ತೆರಳಿ ವಾಪಾಸು ಬರುವಾಗ ಹೈರಾಣಾಗಿ ಹೋದರು. — [44, 202, 336, 448]
padagrahana-headline: ಅ.8 ಪದಗ್ರಹಣ — [371, 1988, 500, 2016]
divider — [371, 1983, 630, 1984]
change-of-name-text: S/o. Muniyappa. S., Residing at No. 32, Lakshminarayanapura, No. 24, Marathahalli, Bengaluru East, Bengaluru-560037, have changed my name to — [1328, 2140, 1482, 2248]
teachers-felicitation-photo — [44, 1045, 577, 1422]
google-play-icon — [57, 2170, 76, 2194]
google-play-label: Google Play — [82, 2176, 179, 2196]
padagrahana-article-body — [371, 2031, 513, 2338]
registration-dot — [156, 2358, 175, 2378]
divider — [44, 471, 941, 473]
instagram-icon[interactable] — [177, 95, 190, 108]
article-paragraph: ರಾಜ್ಯದ ಬಹುತೇಕ ಜಿಲ್ಲೆಗಳಿಗೆ ಸಂಪರ್ಕ ಕಲ್ಪಿಸುವ ತುಮಕೂರು ರಸ್ತೆಯ ಕುಣಿಗಲ್ ಬೈಪಾಸ್, ಮದಾವರ, ಜಾಲಹಳ್ಳಿ ಕ್ರಾಸ್, ಗೊರಗುಂಟೆಪಾಳ್ಯ, ಯಶವಂತಪುರ, ರಾಜಾಜಿನಗರದಲ್ಲಿ ಮಧ್ಯರಾತ್ರಿಯಿಂದಲೇ ವಾಹನಗಳ ಸಂಚಾರ ಜೋರಾಗಿತ್ತು. — [196, 202, 487, 465]
readers-notice-signoff: ಜಾಹೀರಾತು ವ್ಯವಸ್ಥಾಪಕರು — [1392, 1989, 1479, 2000]
supermoon-subhead: ಇಂದು ಚಂದ್ರನು ಭೂಮಿಗೆ ಹತ್ತಿರವಾಗಲಿದ್ದಾನೆ — [100, 762, 282, 777]
readers-notice-body: ಪತ್ರಿಕೆಯಲ್ಲಿ ಪ್ರಕಟವಾಗುವ ಜಾಹೀರಾತುಗಳು ವಿಶ್ವಾಸಾರ್ಹವಾಗಿದ್ದರೂ ಅವುಗಳಲ್ಲಿರುವ ಮಾಹಿತಿ, ದಾಖಲೆ-ಪತ್ರಗಳ ಕುರಿತು ಆಸಕ್ತ ಸಾರ್ವಜನಿಕರು ಜಾಹೀರಾತುದಾರರೊಡನೆಯೇ ವ್ಯವಹರಿಸಬೇಕಾಗುತ್ತದೆ. ಅದಕ್ಕೆ ಪತ್ರಿಕೆ ಜವಾಬ್ದಾರಿಯಾಗುವುದಿಲ್ಲ. — [1328, 1882, 1479, 1983]
social-block — [49, 93, 222, 129]
article-paragraph: ಜೂಲಿಯನ್ ಅವರು ವೆಸ್ಟ್ ಇಂಡೀಸ್ ಪರ 24 ಟೆಸ್ಟ್ ಪಂದ್ಯಗಳನ್ನು ಆಡಿದ್ದು 866 ರನ್ ಗಳಿಸಿದ್ದರು ಮತ್ತು 50 ವಿಕೆಟ್ ಪಡೆದಿದ್ದಾರೆ. 12 ಏಕದಿನ ಪಂದ್ಯಗಳಲ್ಲಿ 18 ವಿಕೆಟ್ ಪಡೆದು 86 ರನ್ ಗಳಿಸಿದ್ದಾರೆ. — [44, 1828, 214, 1931]
logo-emblem-icon — [755, 93, 780, 130]
article-paragraph: ಮಧುಗಿರಿ ತಾಲ್ಲೂಕಿನಲ್ಲಿ 597 ಗಣತಿದಾರರು ಸಮೀಕ್ಷೆ ನಡೆಸುತ್ತಿದ್ದಾರೆ. ಸಮೀಕ್ಷೆ ನಡೆಯದ ಕುಟುಂಬಗಳು ದೂರವಾಣಿ ಸಂಖ್ಯೆ 08137 –282032 ಅಥವಾ 9743390431 ಸಂಪರ್ಕಿಸುವಂತೆ ಪ್ರಕಟಣೆಯಲ್ಲಿ ಕೋರಿದ್ದಾರೆ. — [1137, 1601, 1488, 1722]
article-paragraph: ಕೊಲಂಬೊ, ಅಕ್ಟೋಬರ್ 6: ಕಳಪೆ ಫೀಲ್ಡಿಂಗ್ ಹೊರತಾಗಿಯೂ ಆಲ್‌ರೌಂಡ್ ಪ್ರದರ್ಶನ ನೀಡಿದ ಭಾರತ ತಂಡ ಮಹಿಳೆಯರ ಏಕದಿನ ವಿಶ್ವಕಪ್ ಟೂರ್ನಿಯಲ್ಲಿ ಸಾಂಪ್ರದಾಯಿಕ ಎದುರಾಳಿ ಪಾಕಿಸ್ತಾನ ತಂಡವನ್ನು 88 ರನ್‌ಗಳ ಭರ್ಜರಿ ಅಂತರದಿಂದ ಮಣಿಸಿ ಗೆಲುವಿನ ನಗೆ ಬೀರಿತು. — [823, 1817, 949, 1992]
youtube-icon[interactable] — [193, 95, 206, 108]
date-kannada: ಸೋಮವಾರ 6 ಅಕ್ಟೋಬರ್ 2025 — [1310, 113, 1453, 127]
article-paragraph: ಮಳೆಯ ನಡುವೆಯೂ ಕಿಲೋ ಮೀಟರ್ ಗಟ್ಟಲೆ ವಾಹನಗಳು ನಿಂತಿದ್ದು ಕಂಡು ಬಂತು. ನೆಲಮಂಗಲ, ನೈಸ್ ರಸ್ತೆ, ಹಾಸನ ರಸ್ತೆಯ ಟೋಲ್‌ಗಳ ಬಳಿ ಕಾರು ಇನ್ನಿತರ ವಾಹನಗಳು ಕಿಲೋಮೀಟರ್ ಗಟ್ಟಲೆ ಸಾಲಾಗಿ ನಿಂತಿದ್ದವು. — [347, 291, 487, 430]
